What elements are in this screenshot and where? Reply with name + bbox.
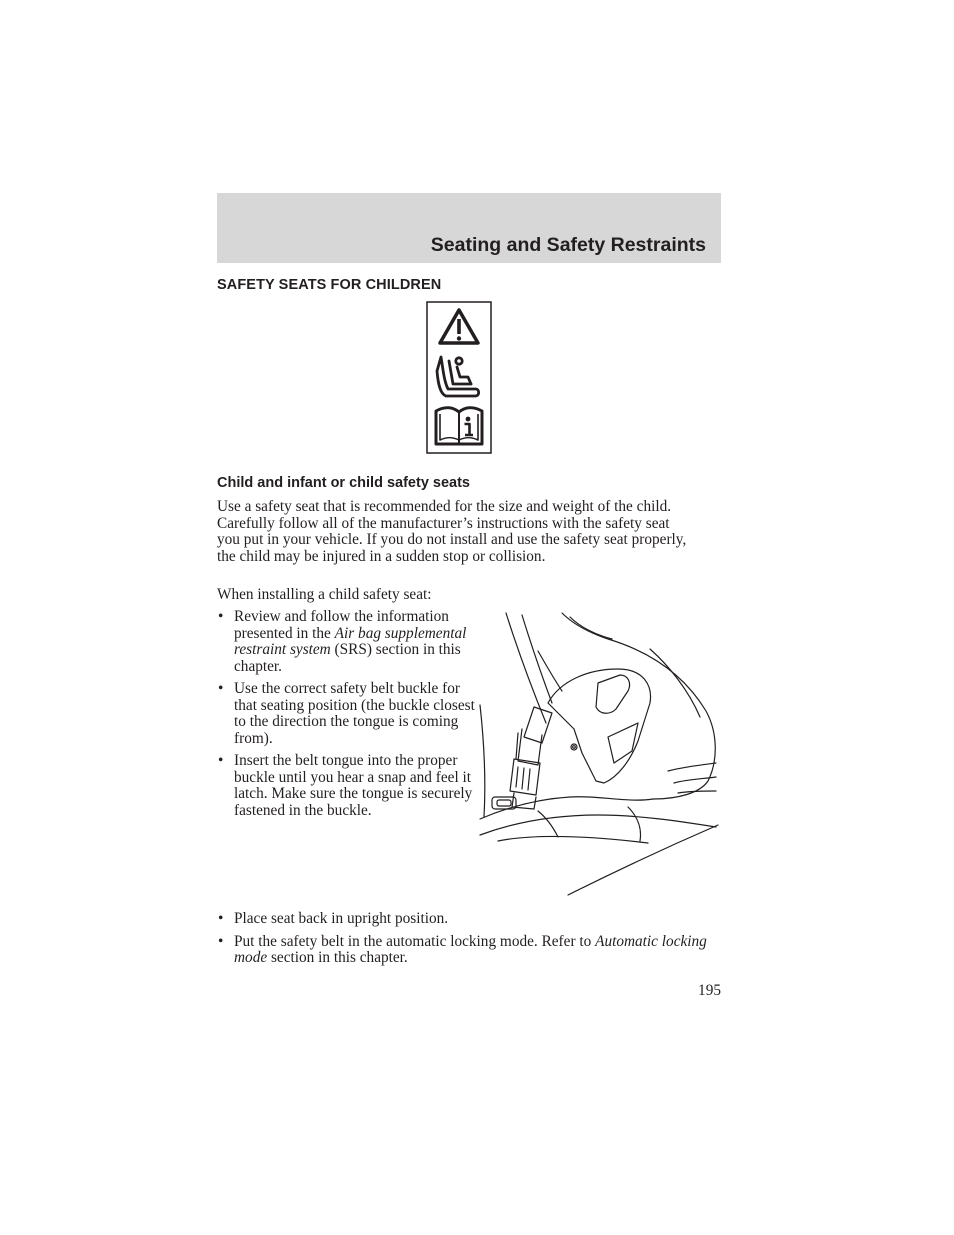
list-item <box>217 753 477 819</box>
chapter-title: Seating and Safety Restraints <box>430 234 706 256</box>
bullet: • <box>218 752 224 769</box>
section-title: SAFETY SEATS FOR CHILDREN <box>217 277 442 293</box>
bullet-text: (SRS) section in this chapter. <box>234 641 461 675</box>
srs-reference: Air bag supplemental restraint system <box>234 624 467 658</box>
chapter-header <box>217 193 721 263</box>
bullet-text: Place seat back in upright position. <box>234 910 449 927</box>
intro-paragraph: Use a safety seat that is recommended for the size and weight of the child. Carefully follow all of the manufacturer’s instructions with the safety seat you put in your vehicle. If you do not install and use the safety seat properly, the child may be injured in a sudden stop or collision. <box>217 498 687 565</box>
warning-icon-panel <box>426 301 492 454</box>
automatic-locking-reference: Automatic locking mode <box>234 932 707 966</box>
bullet: • <box>218 608 224 625</box>
bullet: • <box>218 932 224 950</box>
list-item <box>217 609 477 675</box>
safety-belt-buckle-illustration <box>478 611 720 897</box>
subsection-title: Child and infant or child safety seats <box>217 475 470 491</box>
installing-intro: When installing a child safety seat: <box>217 586 432 603</box>
page-number: 195 <box>698 982 721 999</box>
bullet-text: Insert the belt tongue into the proper buckle until you hear a snap and feel it latch. Make sure the tongue is securely fastened in the buckle. <box>234 752 473 819</box>
bullet-text: Review and follow the information presented in the <box>234 608 449 642</box>
list-item <box>217 681 477 747</box>
bullet: • <box>218 910 224 927</box>
list-item <box>217 911 721 928</box>
list-item <box>217 934 721 967</box>
install-steps-list-continued <box>217 911 721 973</box>
bullet: • <box>218 680 224 697</box>
install-steps-list <box>217 609 477 825</box>
bullet-text: section in this chapter. <box>267 949 408 966</box>
bullet-text: Use the correct safety belt buckle for that seating position (the buckle closest to the direction the tongue is coming from). <box>234 680 475 747</box>
bullet-text: Put the safety belt in the automatic locking mode. Refer to <box>234 932 596 950</box>
